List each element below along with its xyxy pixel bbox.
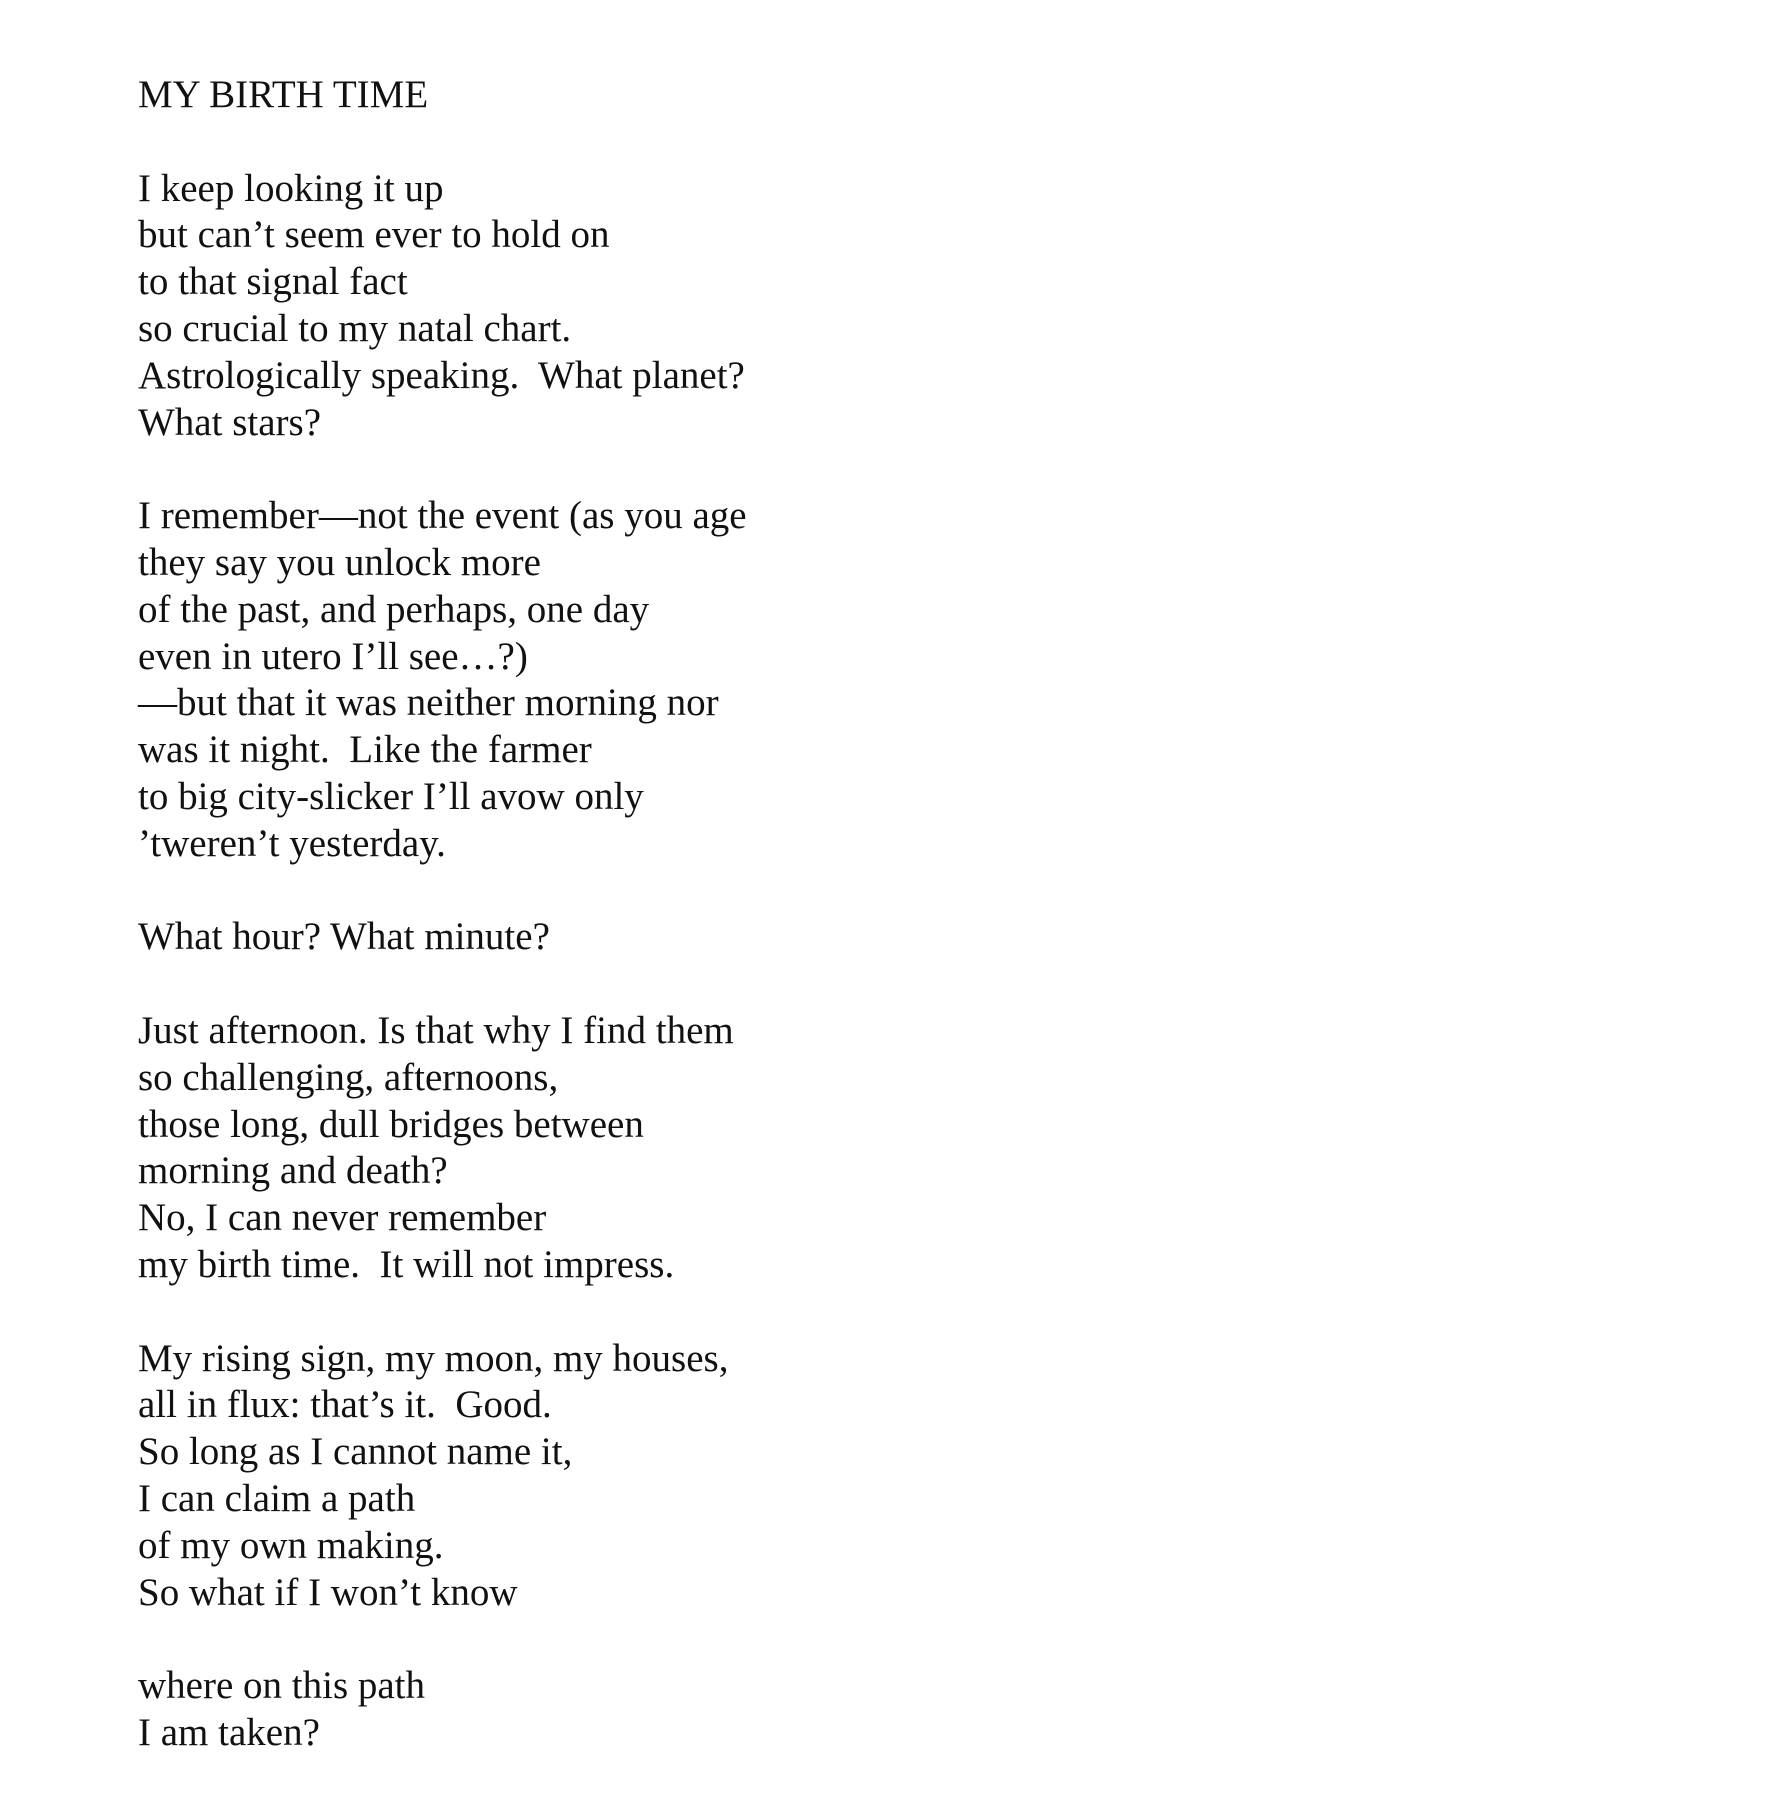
poem-line: but can’t seem ever to hold on: [138, 213, 610, 257]
stanza-2: [138, 493, 1638, 867]
poem-line: So long as I cannot name it,: [138, 1430, 573, 1474]
poem-line: What hour? What minute?: [138, 915, 550, 959]
poem-line: I am taken?: [138, 1710, 320, 1754]
poem-line: my birth time. It will not impress.: [138, 1242, 675, 1286]
poem-line: all in flux: that’s it. Good.: [138, 1383, 552, 1427]
poem-line: ’tweren’t yesterday.: [138, 821, 446, 865]
poem-line: I keep looking it up: [138, 166, 444, 210]
poem-line: I remember—not the event (as you age: [138, 494, 747, 538]
poem-line: of the past, and perhaps, one day: [138, 587, 650, 631]
poem-line: Just afternoon. Is that why I find them: [138, 1008, 734, 1052]
poem-line: —but that it was neither morning nor: [138, 681, 719, 725]
poem-line: So what if I won’t know: [138, 1570, 518, 1614]
poem-line: was it night. Like the farmer: [138, 728, 592, 772]
poem-line: Astrologically speaking. What planet?: [138, 353, 745, 397]
poem-line: morning and death?: [138, 1149, 448, 1193]
poem-line: even in utero I’ll see…?): [138, 634, 528, 678]
poem-line: to that signal fact: [138, 260, 408, 304]
stanza-3: [138, 914, 1638, 961]
poem-line: so crucial to my natal chart.: [138, 306, 572, 350]
poem-page: [138, 72, 1638, 1757]
poem-line: I can claim a path: [138, 1476, 416, 1520]
poem-line: of my own making.: [138, 1523, 444, 1567]
stanza-5: [138, 1336, 1638, 1617]
poem-line: where on this path: [138, 1664, 426, 1708]
poem-line: so challenging, afternoons,: [138, 1055, 559, 1099]
stanza-1: [138, 166, 1638, 447]
poem-line: they say you unlock more: [138, 540, 541, 584]
poem-line: What stars?: [138, 400, 322, 444]
poem-line: No, I can never remember: [138, 1196, 547, 1240]
stanza-6: [138, 1663, 1638, 1757]
poem-line: those long, dull bridges between: [138, 1102, 644, 1146]
poem-line: My rising sign, my moon, my houses,: [138, 1336, 729, 1380]
poem-line: to big city-slicker I’ll avow only: [138, 774, 644, 818]
poem-title: MY BIRTH TIME: [138, 73, 429, 116]
stanza-4: [138, 1008, 1638, 1289]
